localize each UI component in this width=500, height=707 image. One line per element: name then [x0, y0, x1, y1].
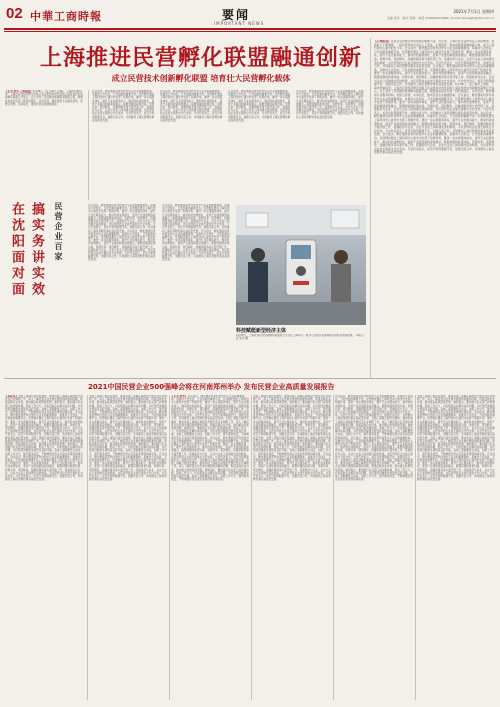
masthead-rule-thin	[4, 31, 496, 32]
lead-text: 6月29日，由上海市工商联、上海市科委指导，上海市民营经济研究会联合有关机构共同发起的上海民营技术创新孵化联盟正式成立。会上发布了民营孵化载体服务联盟章程，联盟首批成员包括一批科技园区、众创空间、孵化器和专业服务机构，将整合资源、共享信息，推动民营企业融通创新。	[5, 90, 83, 106]
bottom-article-col-5: 会议指出，孵化器是培育科技型中小企业的重要载体，是推动大众创业、万众创新的重要平台。民营孵化器在上海科创中心建设中发挥了积极作用，要进一步完善服务体系，提升专业化服务能力，推动科技成果转化，促进产业链创新链深度融合。联盟将围绕政策对接、资源共享、项目孵化、投融资服务等方面开展工作，搭建政府与企业、企业与企业之间沟通交流的桥梁，为民营科技企业成长提供全方位支持。与会代表表示，将充分利用联盟平台，加强交流合作，共同推动上海民营孵化事业高质量发展。全国工商联日前印发通知，要求各地工商联认真组织开展民营企业调研工作，深入了解民营企业发展中遇到的困难和问题，积极反映企业诉求，推动惠企政策落地见效。通知指出，要加强与有关部门的沟通协调，形成工作合力，切实帮助企业解决实际问题，为民营经济健康发展营造良好环境。各地工商联要结合实际，创新工作方式，提升服务质量，不断增强民营企业家的获得感和满意度。会议指出，孵化器是培育科技型中小企业的重要载体，是推动大众创业、万众创新的重要平台。民营孵化器在上海科创中心建设中发挥了积极作用，要进一步完善服务体系，提升专业化服务能力，推动科技成果转化，促进产业链创新链深度融合。联盟将围绕政策对接、资源共享、项目孵化、投融资服务等方面开展工作，搭建政府与企业、企业与企业之间沟通交流的桥梁，为民营科技企业成长提供全方位支持。与会代表表示，将充分利用联盟平台，加强交流合作，共同推动上海民营孵化事业高质量发展。全国工商联日前印发通知，要求各地工商联认真组织开展民营企业调研工作，深入了解民营企业发展中遇到的困难和问题，积极反映企业诉求，推动惠企政策落地见效。通知指出，要加强与有关部门的沟通协调，形成工作合力，切实帮助企业解决实际问题，为民营经济健康发展营造良好环境。各地工商联要结合实际，创新工作方式，提升服务质量，不断增强民营企业家的获得感和满意度。	[335, 395, 413, 482]
bottom-article-col-1: 【本报讯】全国工商联日前印发通知，要求各地工商联认真组织开展民营企业调研工作，深入了解民营企业发展中遇到的困难和问题，积极反映企业诉求，推动惠企政策落地见效。通知指出，要加强与有关部门的沟通协调，形成工作合力，切实帮助企业解决实际问题，为民营经济健康发展营造良好环境。各地工商联要结合实际，创新工作方式，提升服务质量，不断增强民营企业家的获得感和满意度。会议指出，孵化器是培育科技型中小企业的重要载体，是推动大众创业、万众创新的重要平台。民营孵化器在上海科创中心建设中发挥了积极作用，要进一步完善服务体系，提升专业化服务能力，推动科技成果转化，促进产业链创新链深度融合。联盟将围绕政策对接、资源共享、项目孵化、投融资服务等方面开展工作，搭建政府与企业、企业与企业之间沟通交流的桥梁，为民营科技企业成长提供全方位支持。与会代表表示，将充分利用联盟平台，加强交流合作，共同推动上海民营孵化事业高质量发展。全国工商联日前印发通知，要求各地工商联认真组织开展民营企业调研工作，深入了解民营企业发展中遇到的困难和问题，积极反映企业诉求，推动惠企政策落地见效。通知指出，要加强与有关部门的沟通协调，形成工作合力，切实帮助企业解决实际问题，为民营经济健康发展营造良好环境。各地工商联要结合实际，创新工作方式，提升服务质量，不断增强民营企业家的获得感和满意度。会议指出，孵化器是培育科技型中小企业的重要载体，是推动大众创业、万众创新的重要平台。民营孵化器在上海科创中心建设中发挥了积极作用，要进一步完善服务体系，提升专业化服务能力，推动科技成果转化，促进产业链创新链深度融合。联盟将围绕政策对接、资源共享、项目孵化、投融资服务等方面开展工作，搭建政府与企业、企业与企业之间沟通交流的桥梁，为民营科技企业成长提供全方位支持。与会代表表示，将充分利用联盟平台，加强交流合作，共同推动上海民营孵化事业高质量发展。	[5, 395, 83, 482]
lead-article	[5, 90, 85, 198]
masthead-rule	[4, 28, 496, 30]
vertical-headline-box	[8, 202, 84, 372]
column-rule	[169, 395, 170, 700]
lead-kicker: 【记者 张华 上海报道】	[5, 90, 33, 93]
section-title: 要闻	[222, 8, 251, 22]
exhibition-scene-image	[236, 205, 366, 325]
vertical-headline-line-3: 民营企业百家	[54, 202, 63, 262]
photo-caption-title: 科技赋能新型经济主体	[236, 328, 287, 334]
page-number: 02	[6, 5, 23, 22]
bottom-article-col-6: 全国工商联日前印发通知，要求各地工商联认真组织开展民营企业调研工作，深入了解民营企业发展中遇到的困难和问题，积极反映企业诉求，推动惠企政策落地见效。通知指出，要加强与有关部门的沟通协调，形成工作合力，切实帮助企业解决实际问题，为民营经济健康发展营造良好环境。各地工商联要结合实际，创新工作方式，提升服务质量，不断增强民营企业家的获得感和满意度。会议指出，孵化器是培育科技型中小企业的重要载体，是推动大众创业、万众创新的重要平台。民营孵化器在上海科创中心建设中发挥了积极作用，要进一步完善服务体系，提升专业化服务能力，推动科技成果转化，促进产业链创新链深度融合。联盟将围绕政策对接、资源共享、项目孵化、投融资服务等方面开展工作，搭建政府与企业、企业与企业之间沟通交流的桥梁，为民营科技企业成长提供全方位支持。与会代表表示，将充分利用联盟平台，加强交流合作，共同推动上海民营孵化事业高质量发展。全国工商联日前印发通知，要求各地工商联认真组织开展民营企业调研工作，深入了解民营企业发展中遇到的困难和问题，积极反映企业诉求，推动惠企政策落地见效。通知指出，要加强与有关部门的沟通协调，形成工作合力，切实帮助企业解决实际问题，为民营经济健康发展营造良好环境。各地工商联要结合实际，创新工作方式，提升服务质量，不断增强民营企业家的获得感和满意度。会议指出，孵化器是培育科技型中小企业的重要载体，是推动大众创业、万众创新的重要平台。民营孵化器在上海科创中心建设中发挥了积极作用，要进一步完善服务体系，提升专业化服务能力，推动科技成果转化，促进产业链创新链深度融合。联盟将围绕政策对接、资源共享、项目孵化、投融资服务等方面开展工作，搭建政府与企业、企业与企业之间沟通交流的桥梁，为民营科技企业成长提供全方位支持。与会代表表示，将充分利用联盟平台，加强交流合作，共同推动上海民营孵化事业高质量发展。	[417, 395, 495, 482]
bottom-article-col-3: 【记者 张华】会议指出，孵化器是培育科技型中小企业的重要载体，是推动大众创业、万众创新的重要平台。民营孵化器在上海科创中心建设中发挥了积极作用，要进一步完善服务体系，提升专业化服务能力，推动科技成果转化，促进产业链创新链深度融合。联盟将围绕政策对接、资源共享、项目孵化、投融资服务等方面开展工作，搭建政府与企业、企业与企业之间沟通交流的桥梁，为民营科技企业成长提供全方位支持。与会代表表示，将充分利用联盟平台，加强交流合作，共同推动上海民营孵化事业高质量发展。全国工商联日前印发通知，要求各地工商联认真组织开展民营企业调研工作，深入了解民营企业发展中遇到的困难和问题，积极反映企业诉求，推动惠企政策落地见效。通知指出，要加强与有关部门的沟通协调，形成工作合力，切实帮助企业解决实际问题，为民营经济健康发展营造良好环境。各地工商联要结合实际，创新工作方式，提升服务质量，不断增强民营企业家的获得感和满意度。会议指出，孵化器是培育科技型中小企业的重要载体，是推动大众创业、万众创新的重要平台。民营孵化器在上海科创中心建设中发挥了积极作用，要进一步完善服务体系，提升专业化服务能力，推动科技成果转化，促进产业链创新链深度融合。联盟将围绕政策对接、资源共享、项目孵化、投融资服务等方面开展工作，搭建政府与企业、企业与企业之间沟通交流的桥梁，为民营科技企业成长提供全方位支持。与会代表表示，将充分利用联盟平台，加强交流合作，共同推动上海民营孵化事业高质量发展。全国工商联日前印发通知，要求各地工商联认真组织开展民营企业调研工作，深入了解民营企业发展中遇到的困难和问题，积极反映企业诉求，推动惠企政策落地见效。通知指出，要加强与有关部门的沟通协调，形成工作合力，切实帮助企业解决实际问题，为民营经济健康发展营造良好环境。各地工商联要结合实际，创新工作方式，提升服务质量，不断增强民营企业家的获得感和满意度。	[171, 395, 249, 482]
column-rule	[370, 38, 371, 378]
column-rule	[415, 395, 416, 700]
banner-headline: 2021中国民营企业500强峰会将在河南郑州举办 发布民营企业高质量发展报告	[88, 383, 335, 391]
column-rule	[88, 90, 89, 200]
article-column-6: 会议指出，孵化器是培育科技型中小企业的重要载体，是推动大众创业、万众创新的重要平台。民营孵化器在上海科创中心建设中发挥了积极作用，要进一步完善服务体系，提升专业化服务能力，推动科技成果转化，促进产业链创新链深度融合。联盟将围绕政策对接、资源共享、项目孵化、投融资服务等方面开展工作，搭建政府与企业、企业与企业之间沟通交流的桥梁，为民营科技企业成长提供全方位支持。与会代表表示，将充分利用联盟平台，加强交流合作，共同推动上海民营孵化事业高质量发展。会议指出，孵化器是培育科技型中小企业的重要载体，是推动大众创业、万众创新的重要平台。民营孵化器在上海科创中心建设中发挥了积极作用，要进一步完善服务体系，提升专业化服务能力，推动科技成果转化，促进产业链创新链深度融合。联盟将围绕政策对接、资源共享、项目孵化、投融资服务等方面开展工作，搭建政府与企业、企业与企业之间沟通交流的桥梁，为民营科技企业成长提供全方位支持。与会代表表示，将充分利用联盟平台，加强交流合作，共同推动上海民营孵化事业高质量发展。	[162, 204, 230, 262]
vertical-headline-line-2: 搞实务讲实效	[29, 202, 44, 298]
section-divider	[4, 378, 496, 379]
article-column-1: 会议指出，孵化器是培育科技型中小企业的重要载体，是推动大众创业、万众创新的重要平台。民营孵化器在上海科创中心建设中发挥了积极作用，要进一步完善服务体系，提升专业化服务能力，推动科技成果转化，促进产业链创新链深度融合。联盟将围绕政策对接、资源共享、项目孵化、投融资服务等方面开展工作，搭建政府与企业、企业与企业之间沟通交流的桥梁，为民营科技企业成长提供全方位支持。与会代表表示，将充分利用联盟平台，加强交流合作，共同推动上海民营孵化事业高质量发展。	[92, 90, 155, 122]
article-column-5: 会议指出，孵化器是培育科技型中小企业的重要载体，是推动大众创业、万众创新的重要平台。民营孵化器在上海科创中心建设中发挥了积极作用，要进一步完善服务体系，提升专业化服务能力，推动科技成果转化，促进产业链创新链深度融合。联盟将围绕政策对接、资源共享、项目孵化、投融资服务等方面开展工作，搭建政府与企业、企业与企业之间沟通交流的桥梁，为民营科技企业成长提供全方位支持。与会代表表示，将充分利用联盟平台，加强交流合作，共同推动上海民营孵化事业高质量发展。会议指出，孵化器是培育科技型中小企业的重要载体，是推动大众创业、万众创新的重要平台。民营孵化器在上海科创中心建设中发挥了积极作用，要进一步完善服务体系，提升专业化服务能力，推动科技成果转化，促进产业链创新链深度融合。联盟将围绕政策对接、资源共享、项目孵化、投融资服务等方面开展工作，搭建政府与企业、企业与企业之间沟通交流的桥梁，为民营科技企业成长提供全方位支持。与会代表表示，将充分利用联盟平台，加强交流合作，共同推动上海民营孵化事业高质量发展。	[88, 204, 156, 262]
column-rule	[251, 395, 252, 700]
column-rule	[333, 395, 334, 700]
vertical-headline-line-1: 在沈阳面对面	[9, 202, 24, 298]
masthead	[0, 0, 500, 30]
bottom-article-col-4: 全国工商联日前印发通知，要求各地工商联认真组织开展民营企业调研工作，深入了解民营企业发展中遇到的困难和问题，积极反映企业诉求，推动惠企政策落地见效。通知指出，要加强与有关部门的沟通协调，形成工作合力，切实帮助企业解决实际问题，为民营经济健康发展营造良好环境。各地工商联要结合实际，创新工作方式，提升服务质量，不断增强民营企业家的获得感和满意度。会议指出，孵化器是培育科技型中小企业的重要载体，是推动大众创业、万众创新的重要平台。民营孵化器在上海科创中心建设中发挥了积极作用，要进一步完善服务体系，提升专业化服务能力，推动科技成果转化，促进产业链创新链深度融合。联盟将围绕政策对接、资源共享、项目孵化、投融资服务等方面开展工作，搭建政府与企业、企业与企业之间沟通交流的桥梁，为民营科技企业成长提供全方位支持。与会代表表示，将充分利用联盟平台，加强交流合作，共同推动上海民营孵化事业高质量发展。全国工商联日前印发通知，要求各地工商联认真组织开展民营企业调研工作，深入了解民营企业发展中遇到的困难和问题，积极反映企业诉求，推动惠企政策落地见效。通知指出，要加强与有关部门的沟通协调，形成工作合力，切实帮助企业解决实际问题，为民营经济健康发展营造良好环境。各地工商联要结合实际，创新工作方式，提升服务质量，不断增强民营企业家的获得感和满意度。会议指出，孵化器是培育科技型中小企业的重要载体，是推动大众创业、万众创新的重要平台。民营孵化器在上海科创中心建设中发挥了积极作用，要进一步完善服务体系，提升专业化服务能力，推动科技成果转化，促进产业链创新链深度融合。联盟将围绕政策对接、资源共享、项目孵化、投融资服务等方面开展工作，搭建政府与企业、企业与企业之间沟通交流的桥梁，为民营科技企业成长提供全方位支持。与会代表表示，将充分利用联盟平台，加强交流合作，共同推动上海民营孵化事业高质量发展。	[253, 395, 331, 482]
bottom-article-col-2: 全国工商联日前印发通知，要求各地工商联认真组织开展民营企业调研工作，深入了解民营企业发展中遇到的困难和问题，积极反映企业诉求，推动惠企政策落地见效。通知指出，要加强与有关部门的沟通协调，形成工作合力，切实帮助企业解决实际问题，为民营经济健康发展营造良好环境。各地工商联要结合实际，创新工作方式，提升服务质量，不断增强民营企业家的获得感和满意度。会议指出，孵化器是培育科技型中小企业的重要载体，是推动大众创业、万众创新的重要平台。民营孵化器在上海科创中心建设中发挥了积极作用，要进一步完善服务体系，提升专业化服务能力，推动科技成果转化，促进产业链创新链深度融合。联盟将围绕政策对接、资源共享、项目孵化、投融资服务等方面开展工作，搭建政府与企业、企业与企业之间沟通交流的桥梁，为民营科技企业成长提供全方位支持。与会代表表示，将充分利用联盟平台，加强交流合作，共同推动上海民营孵化事业高质量发展。全国工商联日前印发通知，要求各地工商联认真组织开展民营企业调研工作，深入了解民营企业发展中遇到的困难和问题，积极反映企业诉求，推动惠企政策落地见效。通知指出，要加强与有关部门的沟通协调，形成工作合力，切实帮助企业解决实际问题，为民营经济健康发展营造良好环境。各地工商联要结合实际，创新工作方式，提升服务质量，不断增强民营企业家的获得感和满意度。会议指出，孵化器是培育科技型中小企业的重要载体，是推动大众创业、万众创新的重要平台。民营孵化器在上海科创中心建设中发挥了积极作用，要进一步完善服务体系，提升专业化服务能力，推动科技成果转化，促进产业链创新链深度融合。联盟将围绕政策对接、资源共享、项目孵化、投融资服务等方面开展工作，搭建政府与企业、企业与企业之间沟通交流的桥梁，为民营科技企业成长提供全方位支持。与会代表表示，将充分利用联盟平台，加强交流合作，共同推动上海民营孵化事业高质量发展。	[89, 395, 167, 482]
photo-caption: 6月29日，上海民营技术创新孵化联盟成立大会在上海举行。图为与会嘉宾在参观展示的科技创新成果。 本报记者 张华 摄	[236, 334, 364, 341]
date-line: 2021年7月1日 星期四	[453, 9, 494, 14]
sub-headline: 成立民营技术创新孵化联盟 培育壮大民营孵化载体	[111, 74, 291, 83]
news-photo	[236, 205, 366, 325]
article-column-4: 会议指出，孵化器是培育科技型中小企业的重要载体，是推动大众创业、万众创新的重要平台。民营孵化器在上海科创中心建设中发挥了积极作用，要进一步完善服务体系，提升专业化服务能力，推动科技成果转化，促进产业链创新链深度融合。联盟将围绕政策对接、资源共享、项目孵化、投融资服务等方面开展工作，搭建政府与企业、企业与企业之间沟通交流的桥梁，为民营科技企业成长提供全方位支持。与会代表表示，将充分利用联盟平台，加强交流合作，共同推动上海民营孵化事业高质量发展。	[296, 90, 364, 119]
section-title-en: IMPORTANT NEWS	[214, 21, 265, 26]
right-sidebar-article: 【专题报道】民营企业是推动科技创新的重要力量。近年来，上海民营企业研发投入持续增加，创新能力不断增强，一批民营科技企业在人工智能、生物医药、集成电路等领域崭露头角，成为上海科创中心建设的生力军。会议指出，孵化器是培育科技型中小企业的重要载体，是推动大众创业、万众创新的重要平台。民营孵化器在上海科创中心建设中发挥了积极作用，要进一步完善服务体系，提升专业化服务能力，推动科技成果转化，促进产业链创新链深度融合。联盟将围绕政策对接、资源共享、项目孵化、投融资服务等方面开展工作，搭建政府与企业、企业与企业之间沟通交流的桥梁，为民营科技企业成长提供全方位支持。与会代表表示，将充分利用联盟平台，加强交流合作，共同推动上海民营孵化事业高质量发展。会议指出，孵化器是培育科技型中小企业的重要载体，是推动大众创业、万众创新的重要平台。民营孵化器在上海科创中心建设中发挥了积极作用，要进一步完善服务体系，提升专业化服务能力，推动科技成果转化，促进产业链创新链深度融合。联盟将围绕政策对接、资源共享、项目孵化、投融资服务等方面开展工作，搭建政府与企业、企业与企业之间沟通交流的桥梁，为民营科技企业成长提供全方位支持。与会代表表示，将充分利用联盟平台，加强交流合作，共同推动上海民营孵化事业高质量发展。6月29日，由上海市工商联、上海市科委指导，上海市民营经济研究会联合有关机构共同发起的上海民营技术创新孵化联盟正式成立。会上发布了民营孵化载体服务联盟章程，联盟首批成员包括一批科技园区、众创空间、孵化器和专业服务机构，将整合资源、共享信息，推动民营企业融通创新。会议指出，孵化器是培育科技型中小企业的重要载体，是推动大众创业、万众创新的重要平台。民营孵化器在上海科创中心建设中发挥了积极作用，要进一步完善服务体系，提升专业化服务能力，推动科技成果转化，促进产业链创新链深度融合。联盟将围绕政策对接、资源共享、项目孵化、投融资服务等方面开展工作，搭建政府与企业、企业与企业之间沟通交流的桥梁，为民营科技企业成长提供全方位支持。与会代表表示，将充分利用联盟平台，加强交流合作，共同推动上海民营孵化事业高质量发展。会议指出，孵化器是培育科技型中小企业的重要载体，是推动大众创业、万众创新的重要平台。民营孵化器在上海科创中心建设中发挥了积极作用，要进一步完善服务体系，提升专业化服务能力，推动科技成果转化，促进产业链创新链深度融合。联盟将围绕政策对接、资源共享、项目孵化、投融资服务等方面开展工作，搭建政府与企业、企业与企业之间沟通交流的桥梁，为民营科技企业成长提供全方位支持。与会代表表示，将充分利用联盟平台，加强交流合作，共同推动上海民营孵化事业高质量发展。会议指出，孵化器是培育科技型中小企业的重要载体，是推动大众创业、万众创新的重要平台。民营孵化器在上海科创中心建设中发挥了积极作用，要进一步完善服务体系，提升专业化服务能力，推动科技成果转化，促进产业链创新链深度融合。联盟将围绕政策对接、资源共享、项目孵化、投融资服务等方面开展工作，搭建政府与企业、企业与企业之间沟通交流的桥梁，为民营科技企业成长提供全方位支持。与会代表表示，将充分利用联盟平台，加强交流合作，共同推动上海民营孵化事业高质量发展。	[374, 40, 495, 155]
column-rule	[87, 395, 88, 700]
main-headline: 上海推进民营孵化联盟融通创新	[39, 45, 362, 71]
paper-name: 中華工商時報	[30, 10, 102, 23]
editor-line: 主编 张华 · 版式 齐润 · 电话 (010)65271800 · E-mail zhangzh@cbt.com.cn	[386, 16, 494, 20]
article-column-2: 会议指出，孵化器是培育科技型中小企业的重要载体，是推动大众创业、万众创新的重要平台。民营孵化器在上海科创中心建设中发挥了积极作用，要进一步完善服务体系，提升专业化服务能力，推动科技成果转化，促进产业链创新链深度融合。联盟将围绕政策对接、资源共享、项目孵化、投融资服务等方面开展工作，搭建政府与企业、企业与企业之间沟通交流的桥梁，为民营科技企业成长提供全方位支持。与会代表表示，将充分利用联盟平台，加强交流合作，共同推动上海民营孵化事业高质量发展。	[160, 90, 223, 122]
article-column-3: 会议指出，孵化器是培育科技型中小企业的重要载体，是推动大众创业、万众创新的重要平台。民营孵化器在上海科创中心建设中发挥了积极作用，要进一步完善服务体系，提升专业化服务能力，推动科技成果转化，促进产业链创新链深度融合。联盟将围绕政策对接、资源共享、项目孵化、投融资服务等方面开展工作，搭建政府与企业、企业与企业之间沟通交流的桥梁，为民营科技企业成长提供全方位支持。与会代表表示，将充分利用联盟平台，加强交流合作，共同推动上海民营孵化事业高质量发展。	[228, 90, 291, 122]
